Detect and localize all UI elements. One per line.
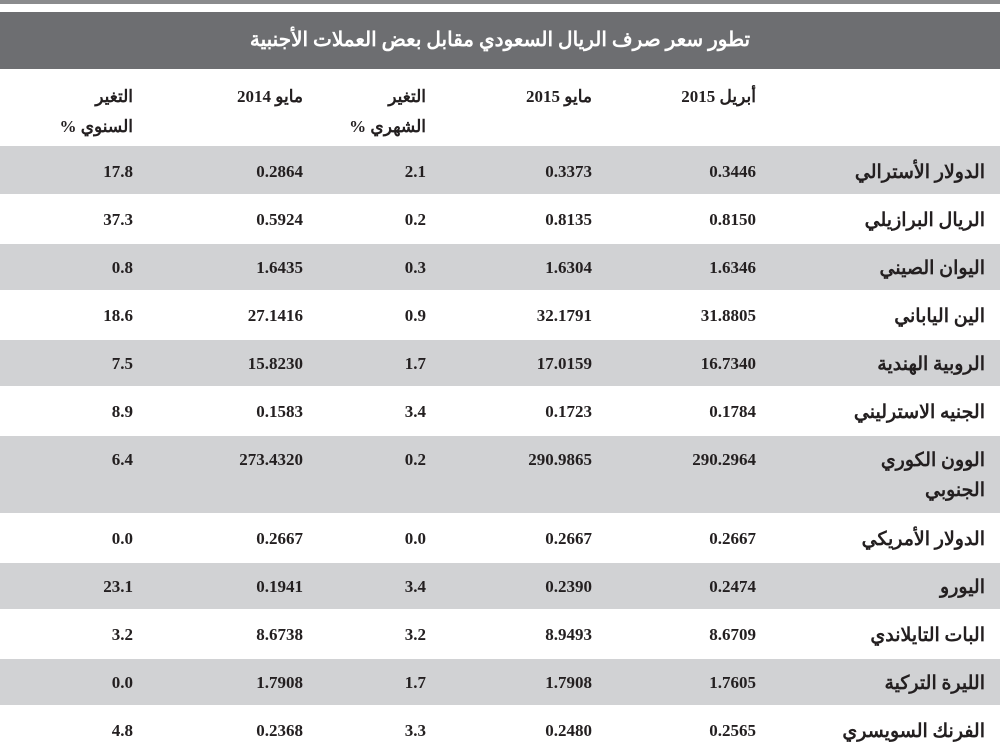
monthly-change: 3.2 (404, 625, 426, 644)
yearly-change: 0.0 (111, 529, 133, 548)
table-row (0, 292, 1000, 340)
currency-name (865, 206, 985, 236)
monthly-change: 3.4 (404, 577, 426, 596)
may-2014-rate: 0.1941 (256, 577, 303, 596)
yearly-change: 6.4 (111, 450, 133, 469)
monthly-change: 1.7 (404, 673, 426, 692)
currency-name-line: اليوان الصيني (879, 258, 985, 279)
table-row (0, 148, 1000, 196)
may-2015-rate: 0.2390 (545, 577, 592, 596)
header-may-2015: مايو 2015 (525, 87, 592, 106)
may-2015-rate: 17.0159 (536, 354, 592, 373)
may-2015-rate: 32.1791 (536, 306, 592, 325)
currency-name (855, 158, 985, 188)
monthly-change: 0.9 (404, 306, 426, 325)
may-2015-rate: 0.1723 (545, 402, 592, 421)
table-row (0, 436, 1000, 515)
table-row (0, 563, 1000, 611)
monthly-change: 0.2 (404, 450, 426, 469)
may-2015-rate: 0.2480 (545, 721, 592, 740)
header-monthly-change-line2: الشهري % (349, 117, 426, 136)
currency-name (940, 573, 985, 603)
may-2014-rate: 273.4320 (239, 450, 303, 469)
header-april-2015: أبريل 2015 (681, 87, 756, 106)
may-2014-rate: 1.6435 (256, 258, 303, 277)
may-2014-rate: 0.2667 (256, 529, 303, 548)
monthly-change: 0.3 (404, 258, 426, 277)
april-2015-rate: 0.1784 (709, 402, 756, 421)
currency-name-line: الجنيه الاسترليني (853, 402, 985, 423)
currency-name-line: الفرنك السويسري (842, 721, 985, 742)
may-2015-rate: 8.9493 (545, 625, 592, 644)
may-2014-rate: 8.6738 (256, 625, 303, 644)
top-rule (0, 0, 1000, 4)
table-row (0, 244, 1000, 292)
table-row (0, 388, 1000, 436)
currency-name-line: الدولار الأمريكي (861, 529, 985, 550)
may-2014-rate: 0.1583 (256, 402, 303, 421)
header-monthly-change (349, 82, 426, 142)
currency-name-line: الليرة التركية (884, 673, 985, 694)
may-2014-rate: 0.2368 (256, 721, 303, 740)
currency-name-line: الوون الكوري (880, 450, 985, 471)
april-2015-rate: 31.8805 (700, 306, 756, 325)
yearly-change: 3.2 (111, 625, 133, 644)
currency-name (854, 398, 985, 428)
monthly-change: 1.7 (404, 354, 426, 373)
monthly-change: 0.0 (404, 529, 426, 548)
currency-name (877, 350, 985, 380)
table-row (0, 611, 1000, 659)
april-2015-rate: 0.3446 (709, 162, 756, 181)
april-2015-rate: 16.7340 (700, 354, 756, 373)
header-yearly-change-line2: السنوي % (59, 117, 133, 136)
may-2014-rate: 15.8230 (247, 354, 303, 373)
yearly-change: 37.3 (103, 210, 133, 229)
currency-name-line: الريال البرازيلي (864, 210, 985, 231)
currency-name (880, 254, 985, 284)
yearly-change: 0.8 (111, 258, 133, 277)
currency-name (881, 446, 985, 506)
april-2015-rate: 8.6709 (709, 625, 756, 644)
yearly-change: 23.1 (103, 577, 133, 596)
currency-name-line: اليورو (940, 577, 985, 598)
table-body (0, 148, 1000, 755)
may-2014-rate: 0.2864 (256, 162, 303, 181)
may-2015-rate: 0.3373 (545, 162, 592, 181)
monthly-change: 2.1 (404, 162, 426, 181)
table-title: تطور سعر صرف الريال السعودي مقابل بعض العملات الأجنبية (0, 12, 1000, 69)
table-row (0, 659, 1000, 707)
currency-name-line: الروبية الهندية (877, 354, 985, 375)
currency-name-line: الجنوبي (924, 480, 985, 501)
table-row (0, 515, 1000, 563)
may-2015-rate: 0.2667 (545, 529, 592, 548)
yearly-change: 18.6 (103, 306, 133, 325)
header-monthly-change-line1: التغير (388, 87, 426, 106)
april-2015-rate: 1.7605 (709, 673, 756, 692)
currency-name-line: الدولار الأسترالي (854, 162, 985, 183)
yearly-change: 0.0 (111, 673, 133, 692)
may-2015-rate: 290.9865 (528, 450, 592, 469)
currency-name (862, 525, 985, 555)
monthly-change: 0.2 (404, 210, 426, 229)
monthly-change: 3.4 (404, 402, 426, 421)
may-2014-rate: 1.7908 (256, 673, 303, 692)
table-header (0, 70, 1000, 148)
april-2015-rate: 0.8150 (709, 210, 756, 229)
yearly-change: 7.5 (111, 354, 133, 373)
april-2015-rate: 0.2474 (709, 577, 756, 596)
header-yearly-change (59, 82, 133, 142)
yearly-change: 8.9 (111, 402, 133, 421)
currency-name (870, 621, 985, 651)
yearly-change: 17.8 (103, 162, 133, 181)
currency-name-line: الين الياباني (894, 306, 985, 327)
may-2014-rate: 27.1416 (247, 306, 303, 325)
may-2014-rate: 0.5924 (256, 210, 303, 229)
currency-name (884, 669, 985, 699)
may-2015-rate: 1.6304 (545, 258, 592, 277)
may-2015-rate: 1.7908 (545, 673, 592, 692)
yearly-change: 4.8 (111, 721, 133, 740)
april-2015-rate: 290.2964 (692, 450, 756, 469)
header-yearly-change-line1: التغير (95, 87, 133, 106)
currency-name (842, 717, 985, 747)
currency-name (894, 302, 985, 332)
header-may-2014: مايو 2014 (236, 87, 303, 106)
april-2015-rate: 0.2667 (709, 529, 756, 548)
monthly-change: 3.3 (404, 721, 426, 740)
currency-name-line: البات التايلاندي (870, 625, 985, 646)
table-row (0, 196, 1000, 244)
table-row (0, 340, 1000, 388)
april-2015-rate: 0.2565 (709, 721, 756, 740)
may-2015-rate: 0.8135 (545, 210, 592, 229)
april-2015-rate: 1.6346 (709, 258, 756, 277)
